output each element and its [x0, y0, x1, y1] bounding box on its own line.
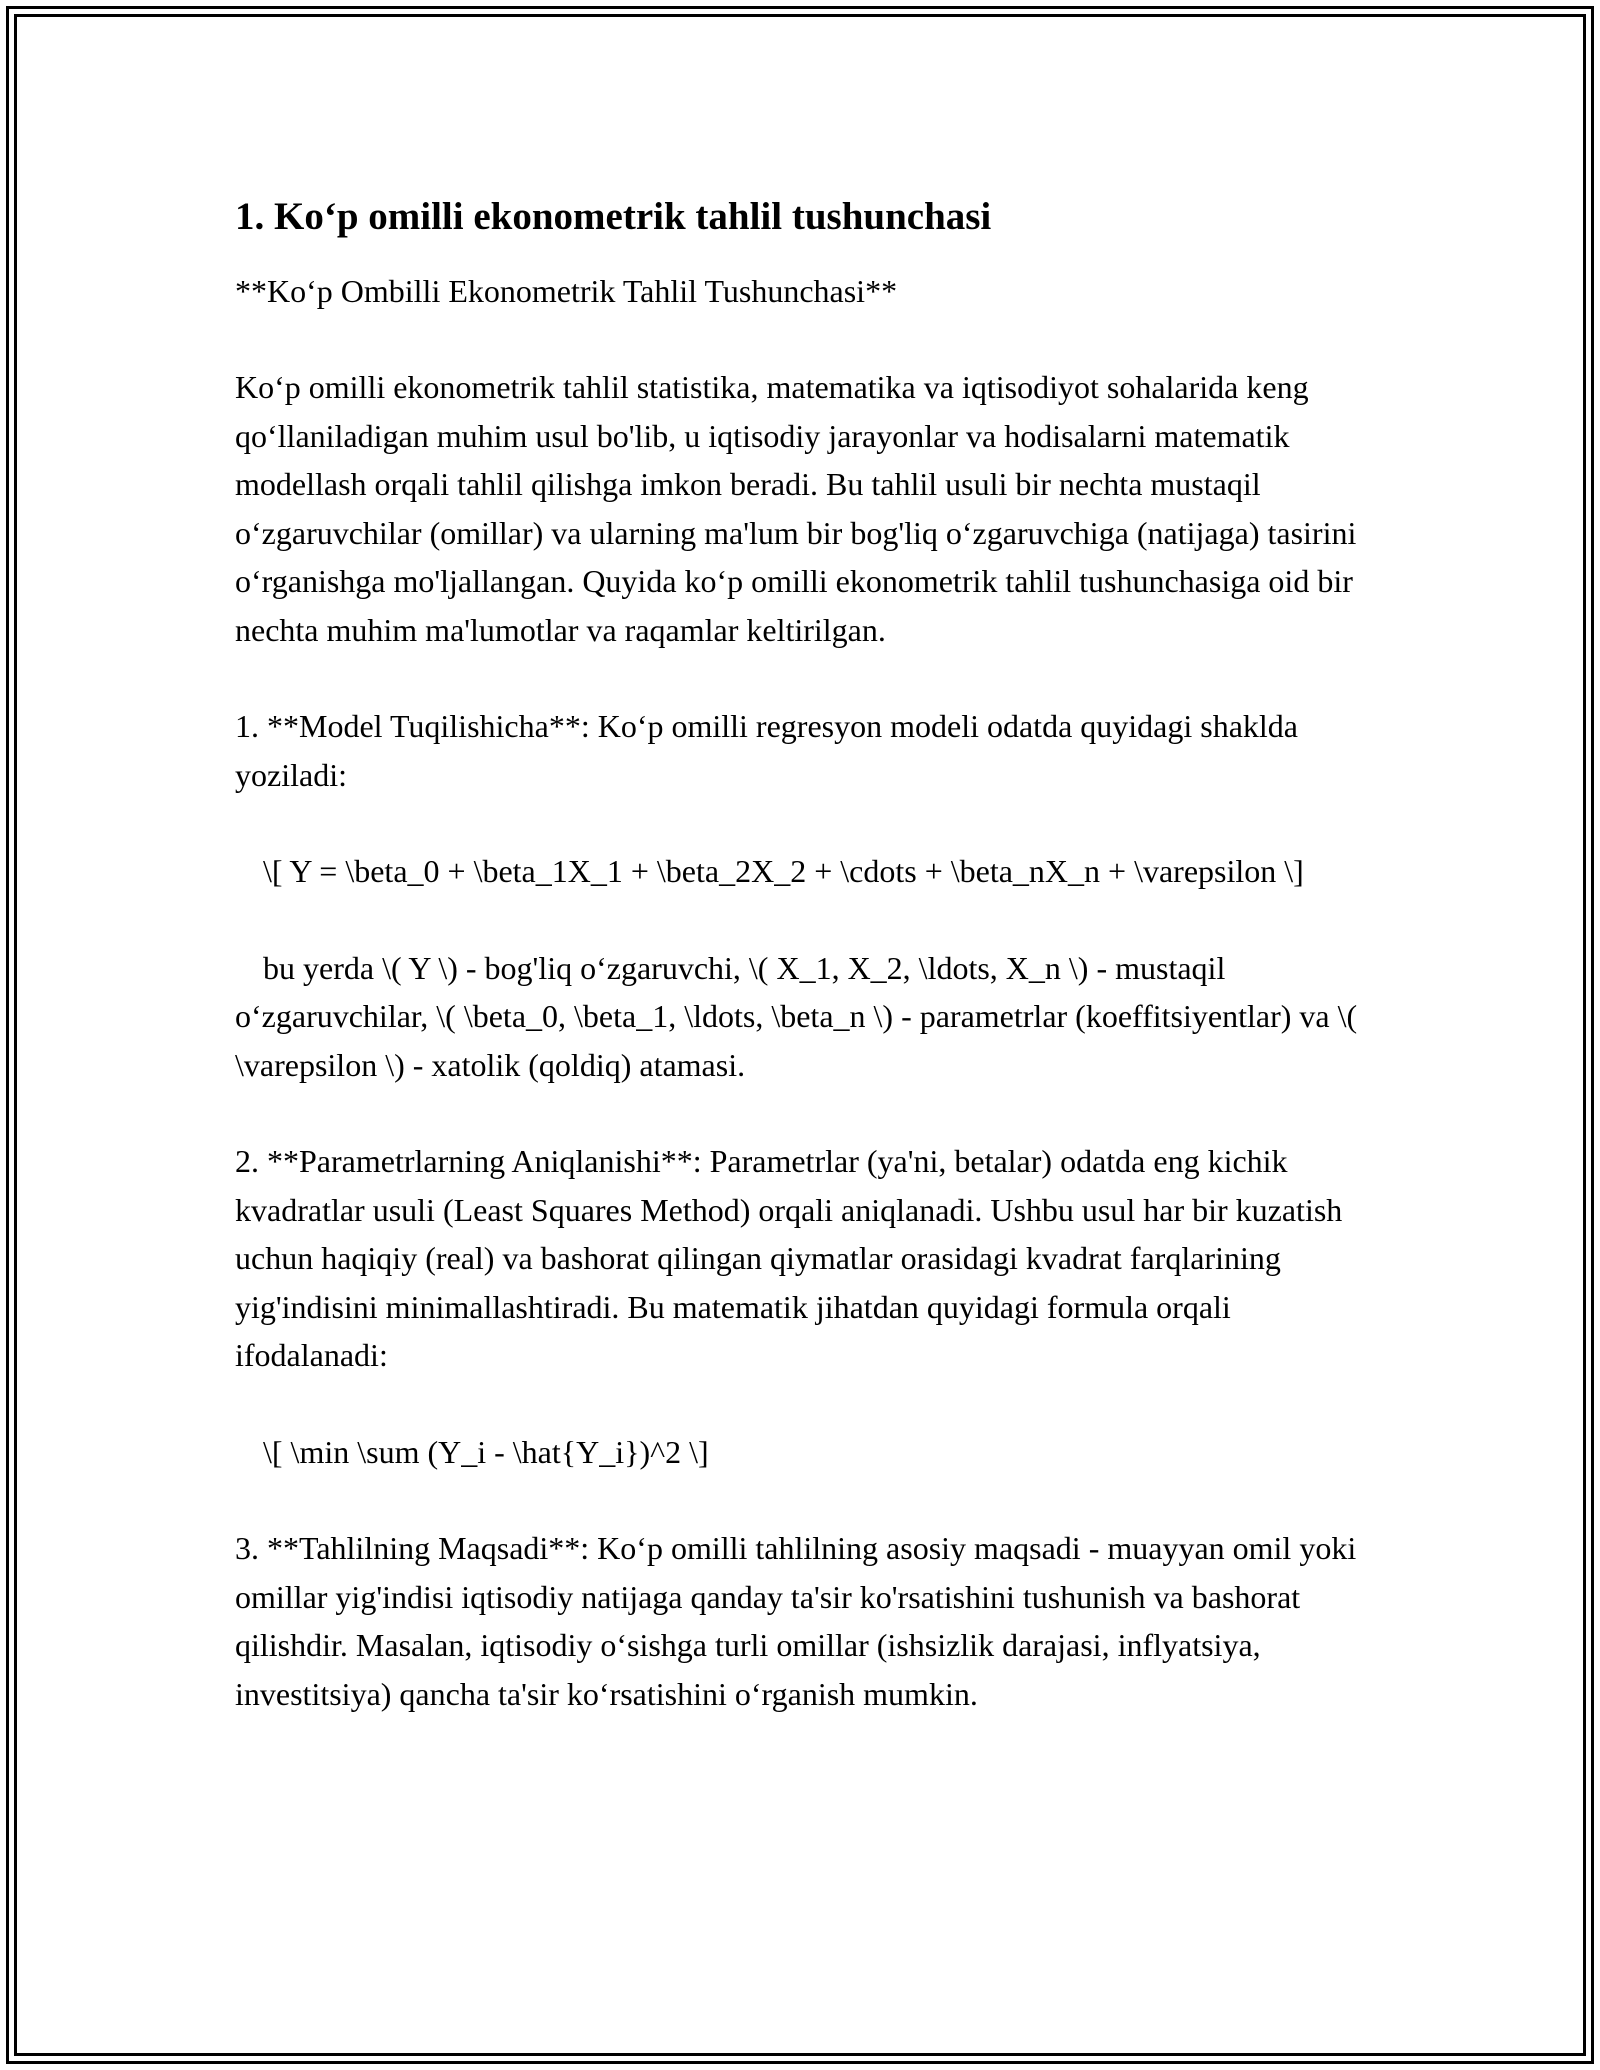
- document-subtitle: **Ko‘p Ombilli Ekonometrik Tahlil Tushunchasi**: [235, 272, 898, 309]
- least-squares-formula: \[ \min \sum (Y_i - \hat{Y_i})^2 \]: [263, 1433, 709, 1470]
- intro-paragraph: Ko‘p omilli ekonometrik tahlil statistika, matematika va iqtisodiyot sohalarida keng qo‘llaniladigan muhim usul bo'lib, u iqtisodiy jarayonlar va hodisalarni matematik modellash orqali tahlil qilishga imkon beradi. Bu tahlil usuli bir nechta mustaqil o‘zgaruvchilar (omillar) va ularning ma'lum bir bog'liq o‘zgaruvchiga (natijaga) tasirini o‘rganishga mo'ljallangan. Quyida ko‘p omilli ekonometrik tahlil tushunchasiga oid bir nechta muhim ma'lumotlar va raqamlar keltirilgan.: [235, 369, 1357, 648]
- page-title: 1. Ko‘p omilli ekonometrik tahlil tushunchasi: [235, 195, 992, 238]
- document-page: [235, 180, 1375, 1718]
- section-purpose-paragraph: 3. **Tahlilning Maqsadi**: Ko‘p omilli tahlilning asosiy maqsadi - muayyan omil yoki omillar yig'indisi iqtisodiy natijaga qanday ta'sir ko'rsatishini tushunish va bashorat qilishdir. Masalan, iqtisodiy o‘sishga turli omillar (ishsizlik darajasi, inflyatsiya, investitsiya) qancha ta'sir ko‘rsatishini o‘rganish mumkin.: [235, 1530, 1357, 1712]
- section-parameters-paragraph: 2. **Parametrlarning Aniqlanishi**: Parametrlar (ya'ni, betalar) odatda eng kichik kvadratlar usuli (Least Squares Method) orqali aniqlanadi. Ushbu usul har bir kuzatish uchun haqiqiy (real) va bashorat qilingan qiymatlar orasidagi kvadrat farqlarining yig'indisini minimallashtiradi. Bu matematik jihatdan quyidagi formula orqali ifodalanadi:: [235, 1143, 1343, 1374]
- regression-formula: \[ Y = \beta_0 + \beta_1X_1 + \beta_2X_2 + \cdots + \beta_nX_n + \varepsilon \]: [263, 853, 1304, 890]
- section-model-paragraph: 1. **Model Tuqilishicha**: Ko‘p omilli regresyon modeli odatda quyidagi shaklda yoziladi:: [235, 708, 1298, 793]
- variables-explanation: bu yerda \( Y \) - bog'liq o‘zgaruvchi, \( X_1, X_2, \ldots, X_n \) - mustaqil o‘zgaruvchilar, \( \beta_0, \beta_1, \ldots, \beta_n \) - parametrlar (koeffitsiyentlar) va \( \varepsilon \) - xatolik (qoldiq) atamasi.: [235, 949, 1358, 1083]
